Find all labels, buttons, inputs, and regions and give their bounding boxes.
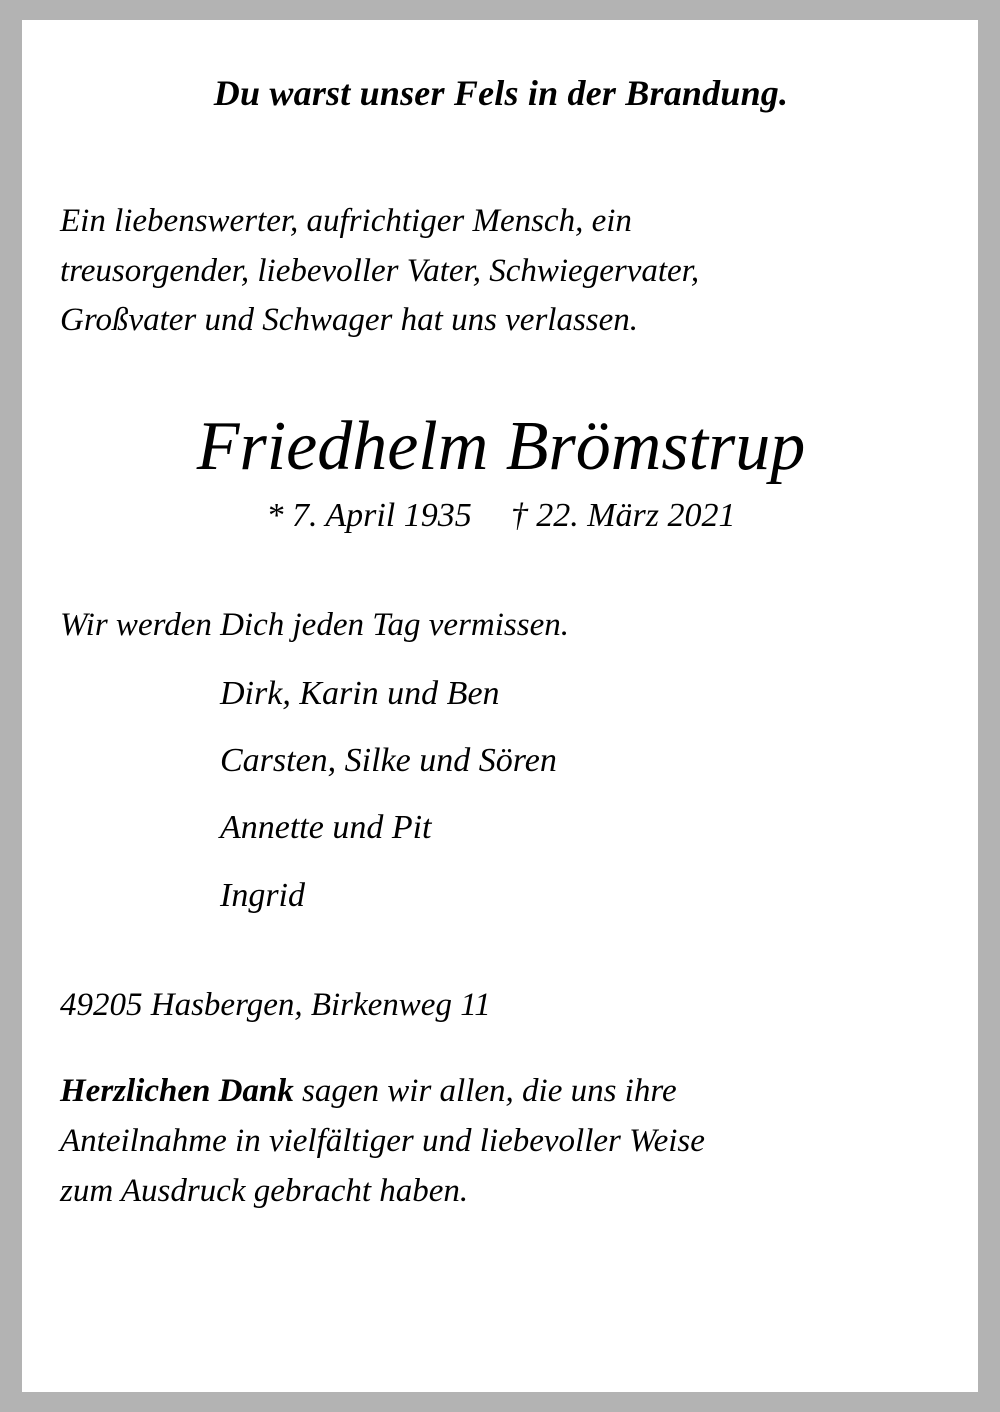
intro-line-1: Ein liebenswerter, aufrichtiger Mensch, ein — [60, 203, 632, 240]
thanks-paragraph — [60, 1066, 942, 1216]
list-item: Dirk, Karin und Ben — [220, 674, 500, 712]
thanks-emphasis: Herzlichen Dank — [60, 1072, 294, 1109]
deceased-name: Friedhelm Brömstrup — [196, 407, 806, 485]
list-item: Annette und Pit — [220, 809, 432, 847]
intro-line-2: treusorgender, liebevoller Vater, Schwiegervater, — [60, 252, 700, 289]
list-item: Ingrid — [220, 876, 305, 914]
headline: Du warst unser Fels in der Brandung. — [213, 73, 789, 113]
thanks-line-1-rest: sagen wir allen, die uns ihre — [293, 1072, 677, 1109]
life-dates — [60, 497, 942, 535]
intro-paragraph — [60, 197, 942, 346]
obituary-card — [22, 20, 978, 1392]
list-item: Carsten, Silke und Sören — [220, 742, 557, 779]
obituary-content — [60, 20, 942, 1392]
missing-line: Wir werden Dich jeden Tag vermissen. — [60, 606, 570, 643]
thanks-line-1 — [60, 1066, 942, 1116]
birth-date: * 7. April 1935 — [266, 496, 472, 534]
thanks-line-3: zum Ausdruck gebracht haben. — [60, 1173, 469, 1210]
address-line: 49205 Hasbergen, Birkenweg 11 — [60, 986, 491, 1023]
thanks-line-2: Anteilnahme in vielfältiger und liebevoller Weise — [60, 1123, 705, 1160]
death-date: † 22. März 2021 — [510, 496, 736, 534]
intro-line-3: Großvater und Schwager hat uns verlassen. — [60, 302, 639, 339]
family-list — [60, 660, 942, 929]
